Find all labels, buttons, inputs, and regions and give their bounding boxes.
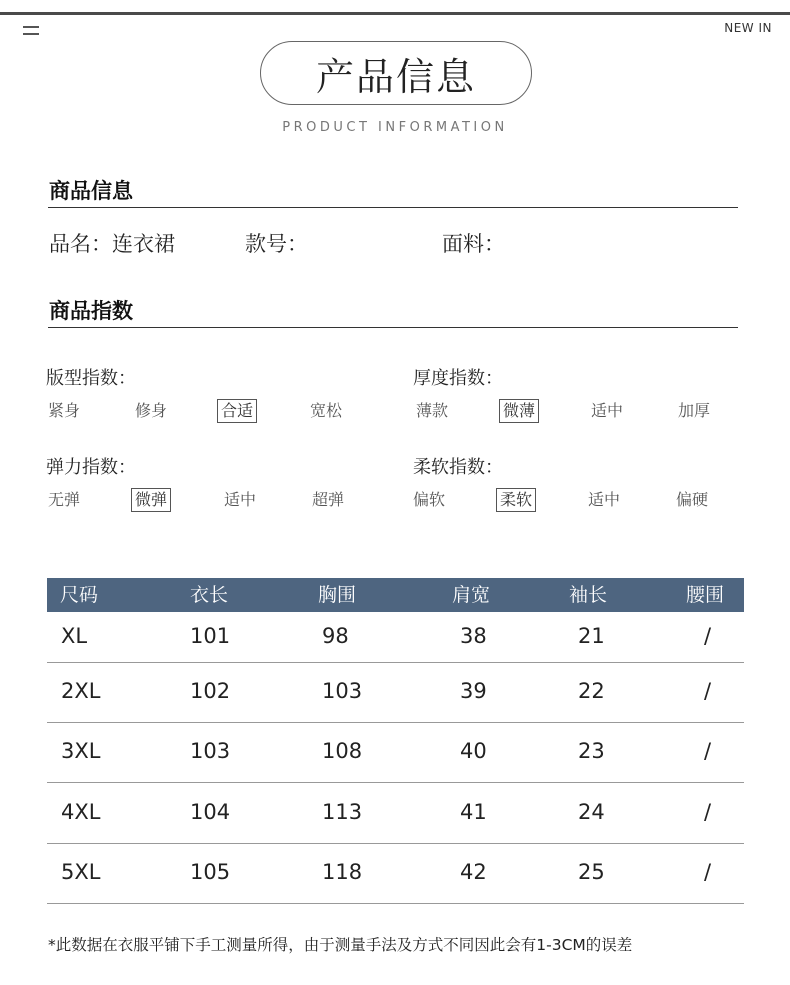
table-cell: 23	[578, 739, 605, 763]
index-option: 紧身	[48, 401, 81, 420]
indices-divider	[48, 327, 738, 328]
index-option: 超弹	[312, 490, 345, 509]
table-column-header: 胸围	[318, 584, 357, 606]
index-option: 适中	[224, 490, 257, 509]
table-cell: 5XL	[61, 860, 101, 884]
table-cell: /	[704, 800, 712, 824]
page-subtitle: PRODUCT INFORMATION	[282, 120, 508, 135]
top-border	[0, 12, 790, 15]
table-cell: 4XL	[61, 800, 101, 824]
table-cell: 101	[190, 624, 231, 648]
new-in-label: NEW IN	[724, 21, 772, 35]
table-cell: 105	[190, 860, 231, 884]
table-cell: 25	[578, 860, 605, 884]
table-column-header: 腰围	[686, 584, 725, 606]
index-option: 无弹	[48, 490, 81, 509]
table-row-divider	[47, 843, 744, 844]
indices-heading: 商品指数	[49, 299, 133, 323]
index-option: 薄款	[416, 401, 449, 420]
table-cell: 103	[322, 679, 363, 703]
measurement-note: *此数据在衣服平铺下手工测量所得，由于测量手法及方式不同因此会有1-3CM的误差	[48, 936, 633, 954]
index-option-selected: 柔软	[496, 488, 536, 512]
table-row-divider	[47, 722, 744, 723]
table-cell: 24	[578, 800, 605, 824]
table-column-header: 肩宽	[452, 584, 491, 606]
hamburger-icon[interactable]	[23, 26, 39, 36]
table-cell: /	[704, 679, 712, 703]
index-group-label: 弹力指数：	[46, 457, 136, 478]
table-row-divider	[47, 662, 744, 663]
index-group-label: 厚度指数：	[413, 368, 503, 389]
table-cell: 40	[460, 739, 487, 763]
table-cell: /	[704, 860, 712, 884]
size-table-header	[47, 578, 744, 612]
table-row-divider	[47, 903, 744, 904]
table-cell: 108	[322, 739, 363, 763]
table-cell: 102	[190, 679, 231, 703]
product-info-heading: 商品信息	[49, 179, 133, 203]
style-number: 款号：	[245, 232, 308, 256]
table-column-header: 衣长	[190, 584, 229, 606]
table-cell: /	[704, 739, 712, 763]
table-cell: XL	[61, 624, 88, 648]
table-cell: 41	[460, 800, 487, 824]
table-cell: 113	[322, 800, 363, 824]
table-cell: 38	[460, 624, 487, 648]
page-title: 产品信息	[260, 41, 532, 105]
index-option: 适中	[588, 490, 621, 509]
table-cell: 2XL	[61, 679, 101, 703]
table-cell: 104	[190, 800, 231, 824]
product-info-divider	[48, 207, 738, 208]
table-cell: 42	[460, 860, 487, 884]
table-cell: 3XL	[61, 739, 101, 763]
index-option-selected: 微弹	[131, 488, 171, 512]
index-option: 适中	[591, 401, 624, 420]
index-option: 宽松	[310, 401, 343, 420]
index-option: 修身	[135, 401, 168, 420]
table-cell: 118	[322, 860, 363, 884]
index-group-label: 柔软指数：	[413, 457, 503, 478]
fabric: 面料：	[442, 232, 505, 256]
table-cell: 21	[578, 624, 605, 648]
index-option: 加厚	[678, 401, 711, 420]
index-option-selected: 微薄	[499, 399, 539, 423]
index-option: 偏软	[413, 490, 446, 509]
index-option: 偏硬	[676, 490, 709, 509]
index-group-label: 版型指数：	[46, 368, 136, 389]
table-column-header: 袖长	[569, 584, 608, 606]
table-column-header: 尺码	[60, 584, 99, 606]
table-cell: 103	[190, 739, 231, 763]
table-cell: /	[704, 624, 712, 648]
table-cell: 98	[322, 624, 349, 648]
table-cell: 22	[578, 679, 605, 703]
product-name: 品名：连衣裙	[49, 232, 175, 256]
table-cell: 39	[460, 679, 487, 703]
index-option-selected: 合适	[217, 399, 257, 423]
table-row-divider	[47, 782, 744, 783]
